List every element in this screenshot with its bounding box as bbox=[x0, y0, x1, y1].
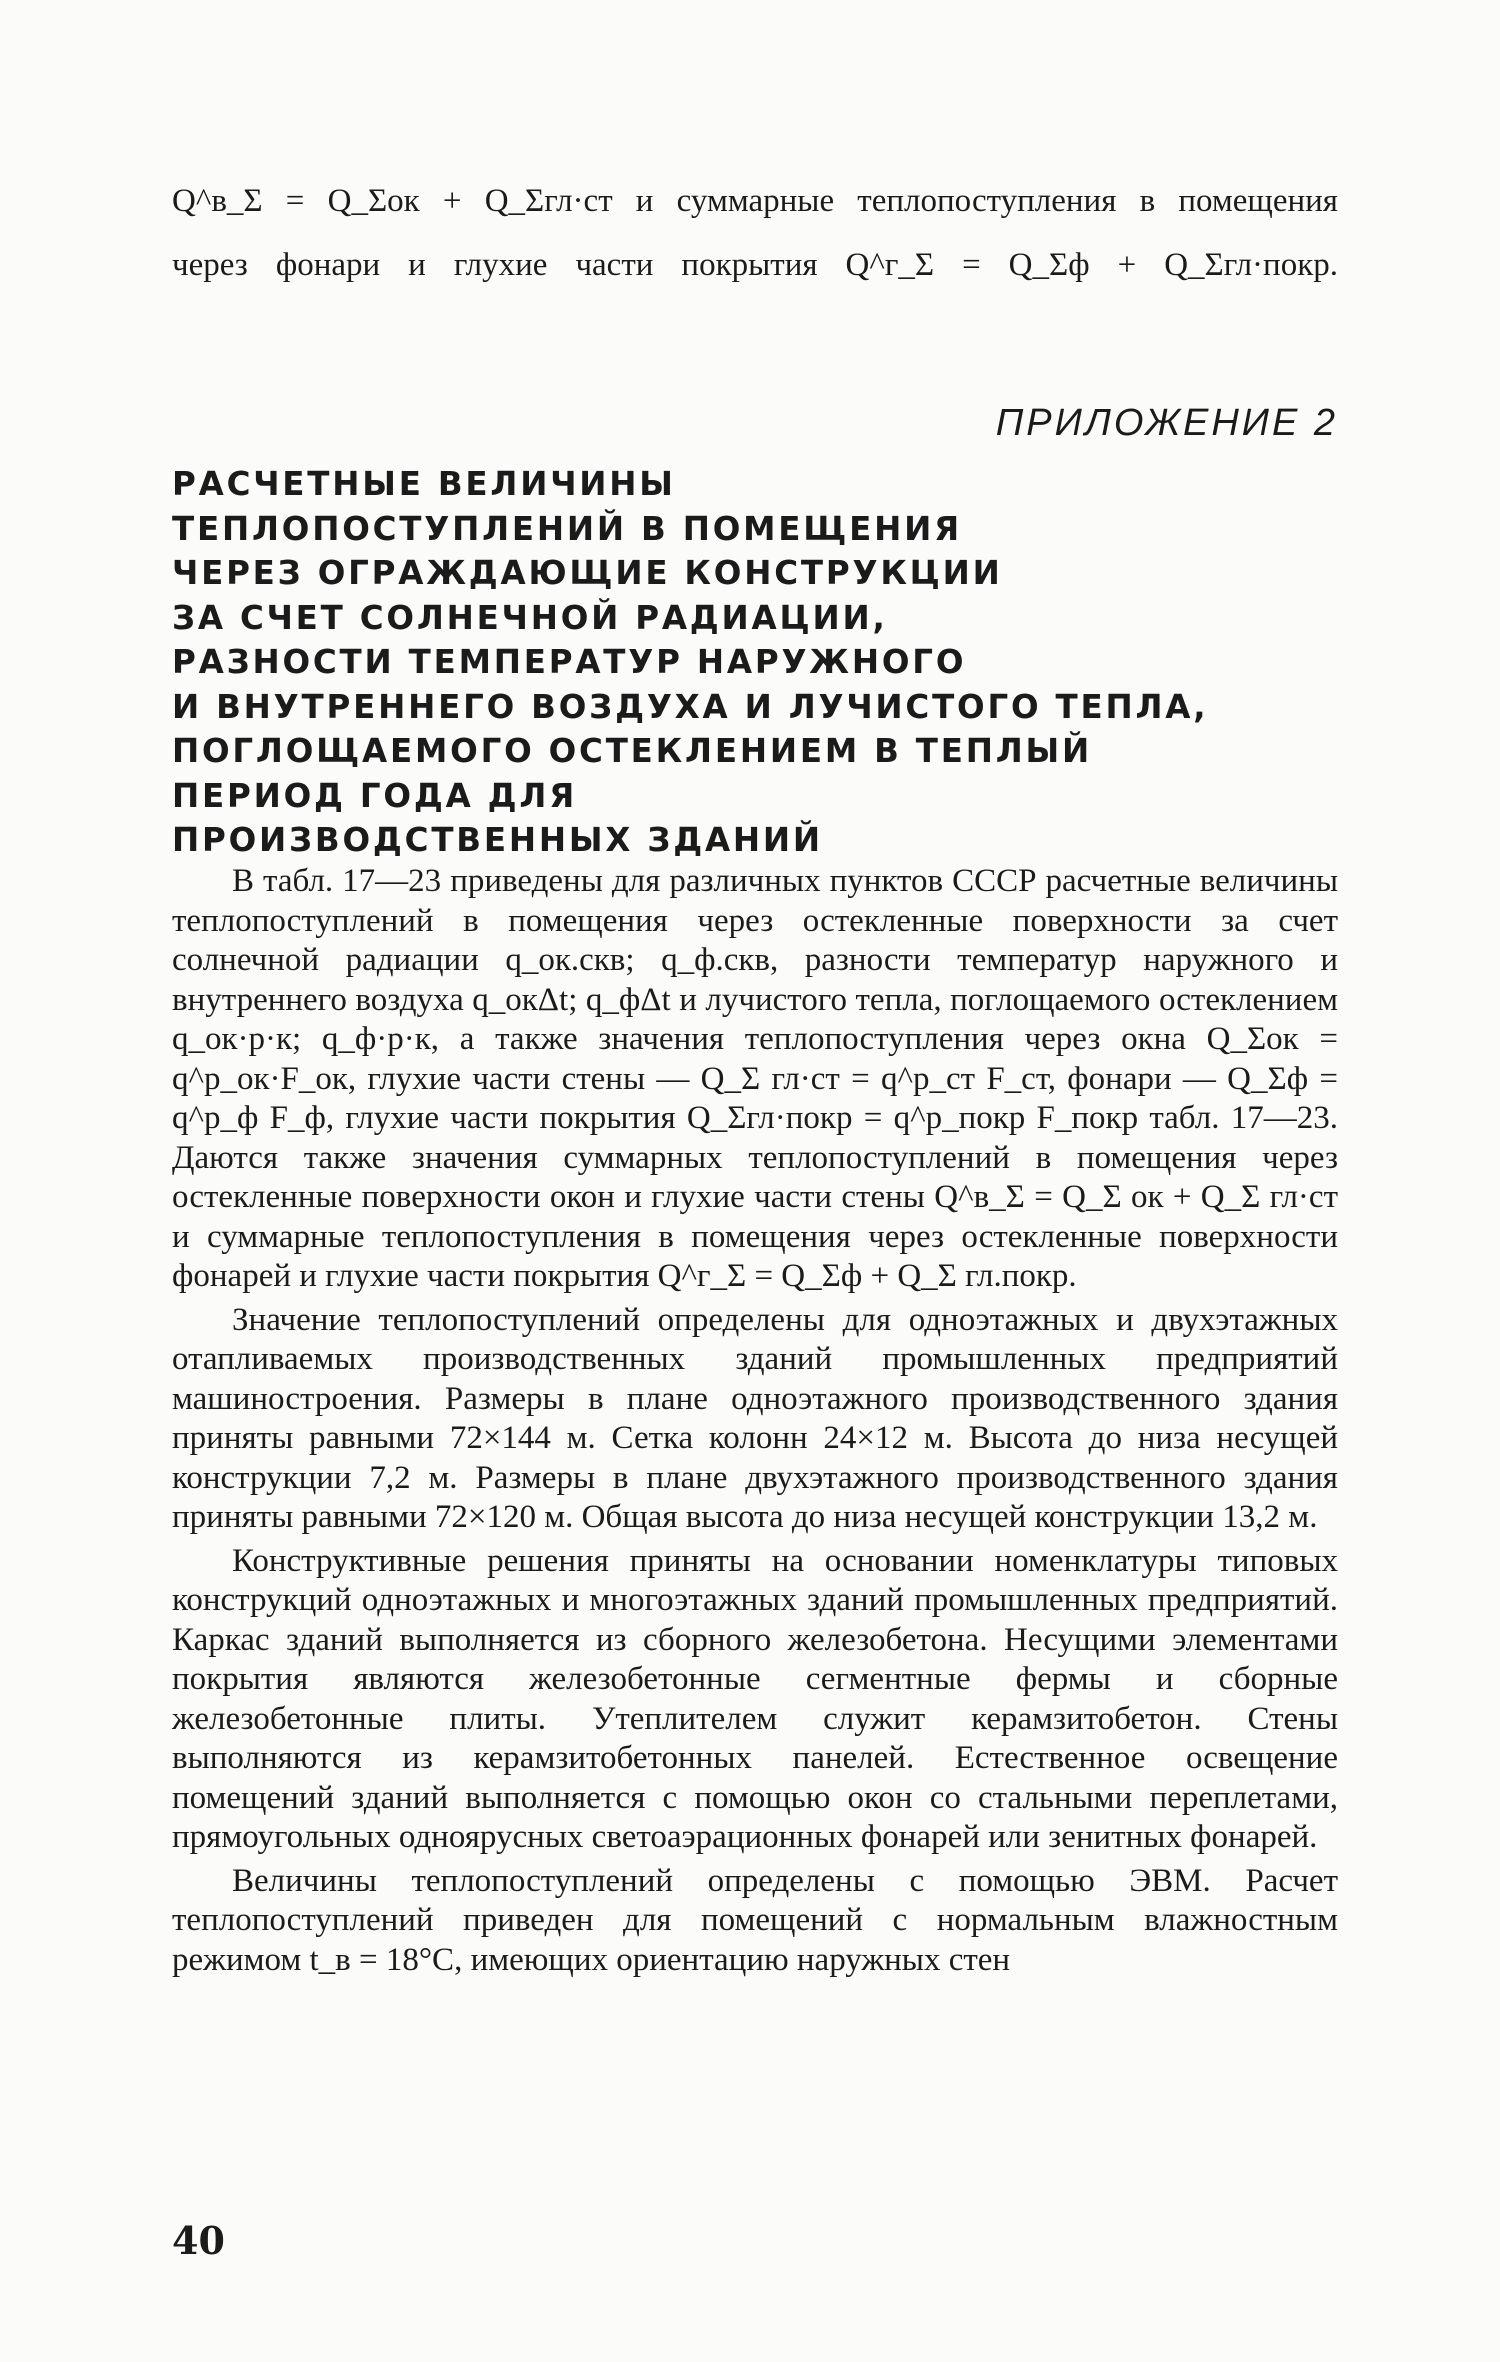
intro-line-1: Q^в_Σ = Q_Σок + Q_Σгл·ст и суммарные теплопоступления в помещения bbox=[172, 183, 1338, 219]
paragraph-construction: Конструктивные решения приняты на основании номенклатуры типовых конструкций одноэтажных и многоэтажных зданий промышленных предприятий. Каркас зданий выполняется из сборного железобетона. Несущими элементами покрытия являются железобетонные сегментные фермы и сборные железобетонные плиты. Утеплителем служит керамзитобетон. Стены выполняются из керамзитобетонных панелей. Естественное освещение помещений зданий выполняется с помощью окон со стальными переплетами, прямоугольных одноярусных светоаэрационных фонарей или зенитных фонарей. bbox=[172, 1542, 1338, 1855]
heading-line: ЧЕРЕЗ ОГРАЖДАЮЩИЕ КОНСТРУКЦИИ bbox=[172, 554, 1003, 592]
body-text bbox=[172, 862, 1338, 1980]
heading-line: И ВНУТРЕННЕГО ВОЗДУХА И ЛУЧИСТОГО ТЕПЛА, bbox=[172, 687, 1209, 726]
heading-line: ПЕРИОД ГОДА ДЛЯ bbox=[172, 776, 578, 815]
intro-line-2: через фонари и глухие части покрытия Q^г_Σ = Q_Σф + Q_Σгл·покр. bbox=[172, 247, 1338, 283]
heading-line: РАЗНОСТИ ТЕМПЕРАТУР НАРУЖНОГО bbox=[172, 643, 967, 681]
heading-line: ПОГЛОЩАЕМОГО ОСТЕКЛЕНИЕМ В ТЕПЛЫЙ bbox=[172, 732, 1093, 770]
heading-line: ТЕПЛОПОСТУПЛЕНИЙ В ПОМЕЩЕНИЯ bbox=[172, 509, 962, 548]
paragraph-computation: Величины теплопоступлений определены с помощью ЭВМ. Расчет теплопоступлений приведен для помещений с нормальным влажностным режимом t_в = 18°С, имеющих ориентацию наружных стен bbox=[172, 1862, 1338, 1978]
appendix-label: ПРИЛОЖЕНИЕ 2 bbox=[995, 402, 1338, 444]
paragraph-buildings: Значение теплопоступлений определены для одноэтажных и двухэтажных отапливаемых производственных зданий промышленных предприятий машиностроения. Размеры в плане одноэтажного производственного здания приняты равными 72×144 м. Сетка колонн 24×12 м. Высота до низа несущей конструкции 7,2 м. Размеры в плане двухэтажного производственного здания приняты равными 72×120 м. Общая высота до низа несущей конструкции 13,2 м. bbox=[172, 1301, 1338, 1535]
heading-line: РАСЧЕТНЫЕ ВЕЛИЧИНЫ bbox=[172, 465, 676, 503]
paragraph-tables-intro: В табл. 17—23 приведены для различных пунктов СССР расчетные величины теплопоступлений в помещения через остекленные поверхности за счет солнечной радиации q_ок.скв; q_ф.скв, разности температур наружного и внутреннего воздуха q_окΔt; q_фΔt и лучистого тепла, поглощаемого остеклением q_ок·р·к; q_ф·р·к, а также значения теплопоступления через окна Q_Σок = q^р_ок·F_ок, глухие части стены — Q_Σ гл·ст = q^р_ст F_ст, фонари — Q_Σф = q^р_ф F_ф, глухие части покрытия Q_Σгл·покр = q^р_покр F_покр табл. 17—23. Даются также значения суммарных теплопоступлений в помещения через остекленные поверхности окон и глухие части стены Q^в_Σ = Q_Σ ок + Q_Σ гл·ст и суммарные теплопоступления в помещения через остекленные поверхности фонарей и глухие части покрытия Q^г_Σ = Q_Σф + Q_Σ гл.покр. bbox=[172, 863, 1338, 1294]
heading-line: ПРОИЗВОДСТВЕННЫХ ЗДАНИЙ bbox=[172, 821, 823, 859]
section-heading bbox=[172, 462, 1338, 863]
page-number: 40 bbox=[172, 2218, 225, 2263]
heading-line: ЗА СЧЕТ СОЛНЕЧНОЙ РАДИАЦИИ, bbox=[172, 598, 888, 637]
